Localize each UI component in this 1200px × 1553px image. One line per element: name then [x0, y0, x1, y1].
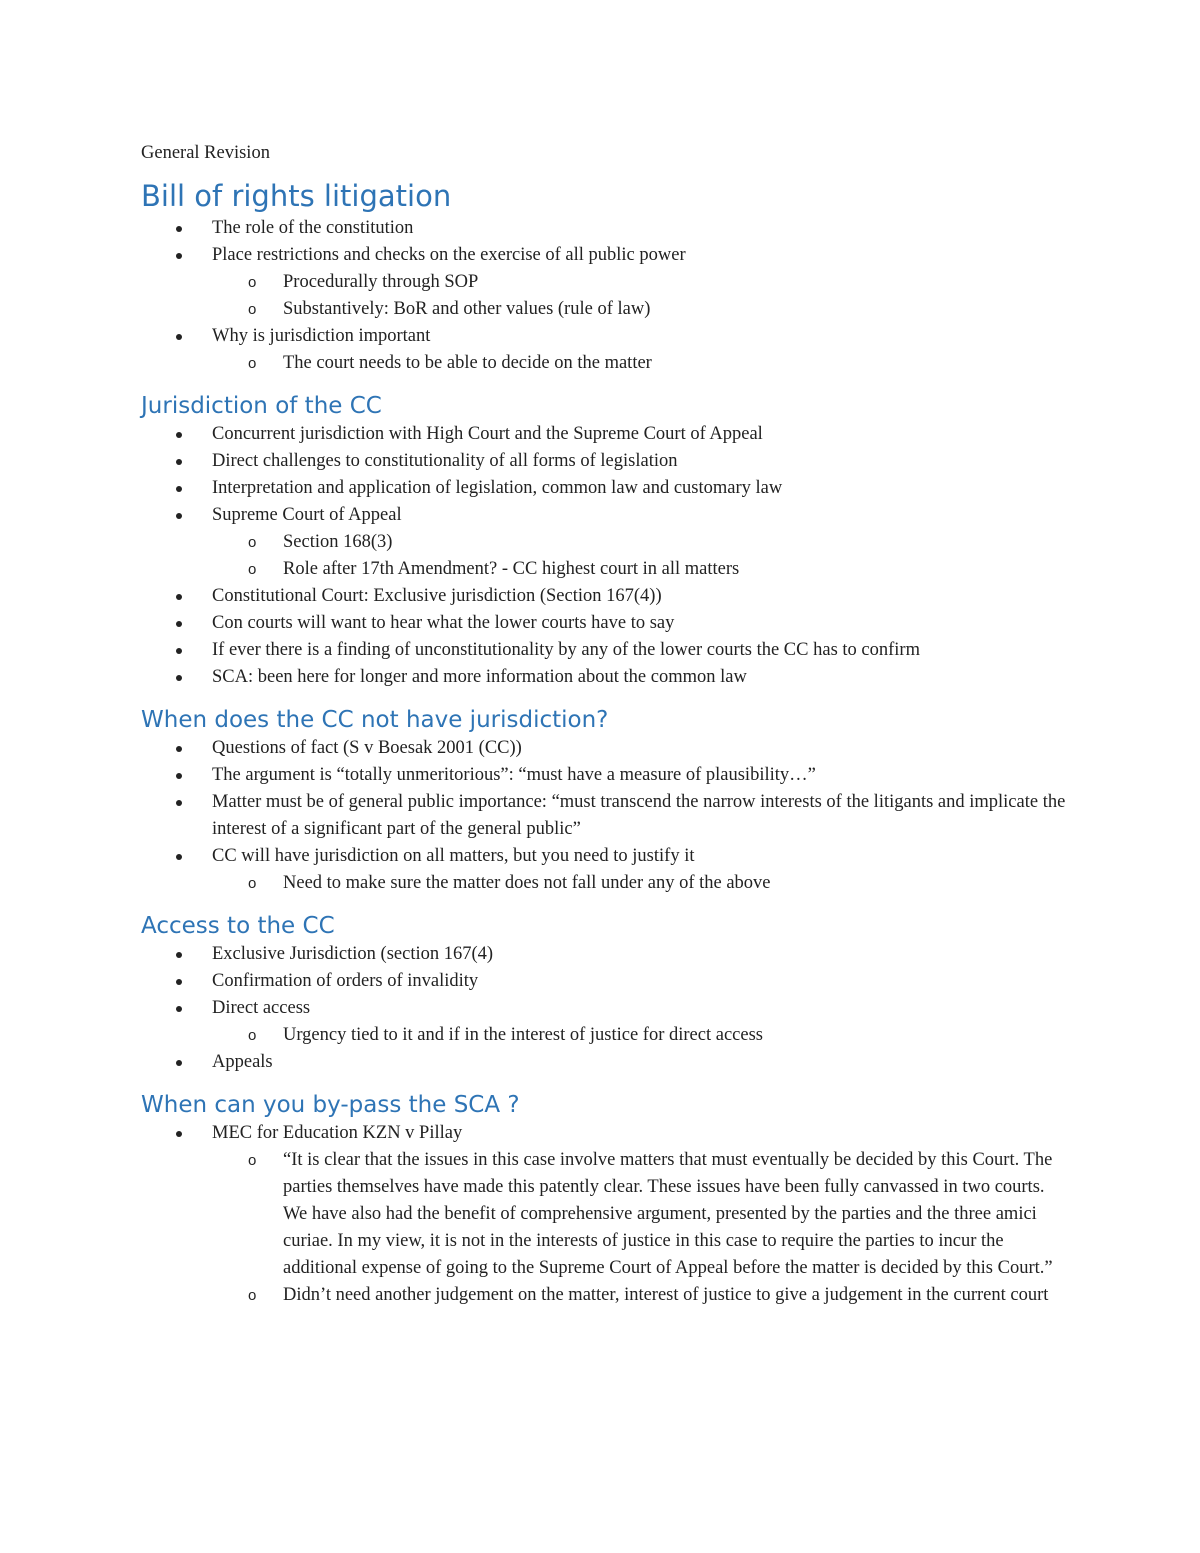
sub-bullet-list	[212, 529, 1071, 583]
list-item	[141, 215, 1071, 242]
hollow-bullet-icon: o	[248, 1152, 257, 1169]
section-heading: When does the CC not have jurisdiction?	[141, 707, 609, 733]
list-item-text: The role of the constitution	[212, 218, 414, 238]
hollow-bullet-icon: o	[248, 561, 257, 578]
hollow-bullet-icon: o	[248, 1287, 257, 1304]
list-item-text: Appeals	[212, 1052, 273, 1072]
sub-bullet-list	[212, 1147, 1071, 1309]
section-heading: Jurisdiction of the CC	[141, 393, 382, 419]
sub-list-item	[141, 870, 1071, 897]
list-item	[141, 610, 1071, 637]
sub-list-item	[141, 269, 1071, 296]
sub-bullet-list	[212, 269, 1071, 323]
sub-list-item	[141, 556, 1071, 583]
list-item-text: Direct access	[212, 998, 311, 1018]
sub-list-item-text: “It is clear that the issues in this case involve matters that must eventually be decided by this Court. The parties themselves have made this patently clear. These issues have been fully canvassed in two courts. We have also had the benefit of comprehensive argument, presented by the parties and the three amici curiae. In my view, it is not in the interests of justice in this case to require the parties to incur the additional expense of going to the Supreme Court of Appeal before the matter is decided by this Court.”	[283, 1150, 1053, 1278]
list-item	[141, 502, 1071, 583]
list-item-text: Con courts will want to hear what the lower courts have to say	[212, 613, 675, 633]
list-item-text: Confirmation of orders of invalidity	[212, 971, 479, 991]
list-item	[141, 664, 1071, 691]
list-item-text: Concurrent jurisdiction with High Court and the Supreme Court of Appeal	[212, 424, 763, 444]
list-item-text: MEC for Education KZN v Pillay	[212, 1123, 463, 1143]
bullet-list	[141, 215, 1071, 377]
bullet-list	[141, 735, 1071, 897]
list-item	[141, 583, 1071, 610]
list-item	[141, 789, 1071, 843]
sub-list-item-text: Need to make sure the matter does not fall under any of the above	[283, 873, 771, 893]
hollow-bullet-icon: o	[248, 1027, 257, 1044]
sub-list-item	[141, 529, 1071, 556]
list-item-text: The argument is “totally unmeritorious”: “must have a measure of plausibility…”	[212, 765, 816, 785]
sub-list-item-text: Urgency tied to it and if in the interest of justice for direct access	[283, 1025, 763, 1045]
list-item	[141, 421, 1071, 448]
sub-bullet-list	[212, 870, 1071, 897]
sub-list-item	[141, 296, 1071, 323]
sub-list-item-text: Didn’t need another judgement on the matter, interest of justice to give a judgement in the current court	[283, 1285, 1049, 1305]
bullet-list	[141, 941, 1071, 1076]
sub-list-item	[141, 1147, 1071, 1282]
list-item-text: SCA: been here for longer and more information about the common law	[212, 667, 747, 687]
list-item-text: If ever there is a finding of unconstitutionality by any of the lower courts the CC has to confirm	[212, 640, 920, 660]
list-item	[141, 242, 1071, 323]
sub-list-item	[141, 1282, 1071, 1309]
document-title: General Revision	[141, 143, 270, 163]
sub-list-item	[141, 1022, 1071, 1049]
list-item	[141, 995, 1071, 1049]
section-heading: When can you by-pass the SCA ?	[141, 1092, 520, 1118]
sub-list-item	[141, 350, 1071, 377]
section-heading: Access to the CC	[141, 913, 335, 939]
sub-bullet-list	[212, 350, 1071, 377]
list-item	[141, 448, 1071, 475]
sub-list-item-text: Role after 17th Amendment? - CC highest court in all matters	[283, 559, 740, 579]
list-item	[141, 475, 1071, 502]
sections-container	[141, 177, 1071, 1309]
hollow-bullet-icon: o	[248, 534, 257, 551]
list-item	[141, 843, 1071, 897]
sub-list-item-text: The court needs to be able to decide on the matter	[283, 353, 652, 373]
hollow-bullet-icon: o	[248, 355, 257, 372]
bullet-list	[141, 1120, 1071, 1309]
list-item-text: Supreme Court of Appeal	[212, 505, 402, 525]
list-item-text: Questions of fact (S v Boesak 2001 (CC))	[212, 738, 522, 758]
list-item	[141, 1120, 1071, 1309]
document-body	[141, 140, 1071, 1309]
hollow-bullet-icon: o	[248, 875, 257, 892]
list-item-text: Matter must be of general public importance: “must transcend the narrow interests of the litigants and implicate the interest of a significant part of the general public”	[212, 792, 1066, 839]
list-item	[141, 762, 1071, 789]
list-item-text: Constitutional Court: Exclusive jurisdiction (Section 167(4))	[212, 586, 662, 606]
list-item	[141, 637, 1071, 664]
list-item	[141, 941, 1071, 968]
list-item	[141, 968, 1071, 995]
list-item-text: Direct challenges to constitutionality of all forms of legislation	[212, 451, 678, 471]
list-item-text: Place restrictions and checks on the exercise of all public power	[212, 245, 686, 265]
list-item-text: CC will have jurisdiction on all matters, but you need to justify it	[212, 846, 695, 866]
list-item-text: Why is jurisdiction important	[212, 326, 431, 346]
section-heading: Bill of rights litigation	[141, 179, 452, 213]
sub-list-item-text: Procedurally through SOP	[283, 272, 479, 292]
list-item-text: Exclusive Jurisdiction (section 167(4)	[212, 944, 494, 964]
list-item	[141, 735, 1071, 762]
bullet-list	[141, 421, 1071, 691]
sub-list-item-text: Section 168(3)	[283, 532, 393, 552]
sub-bullet-list	[212, 1022, 1071, 1049]
hollow-bullet-icon: o	[248, 301, 257, 318]
hollow-bullet-icon: o	[248, 274, 257, 291]
list-item	[141, 1049, 1071, 1076]
list-item	[141, 323, 1071, 377]
sub-list-item-text: Substantively: BoR and other values (rule of law)	[283, 299, 651, 319]
list-item-text: Interpretation and application of legislation, common law and customary law	[212, 478, 783, 498]
